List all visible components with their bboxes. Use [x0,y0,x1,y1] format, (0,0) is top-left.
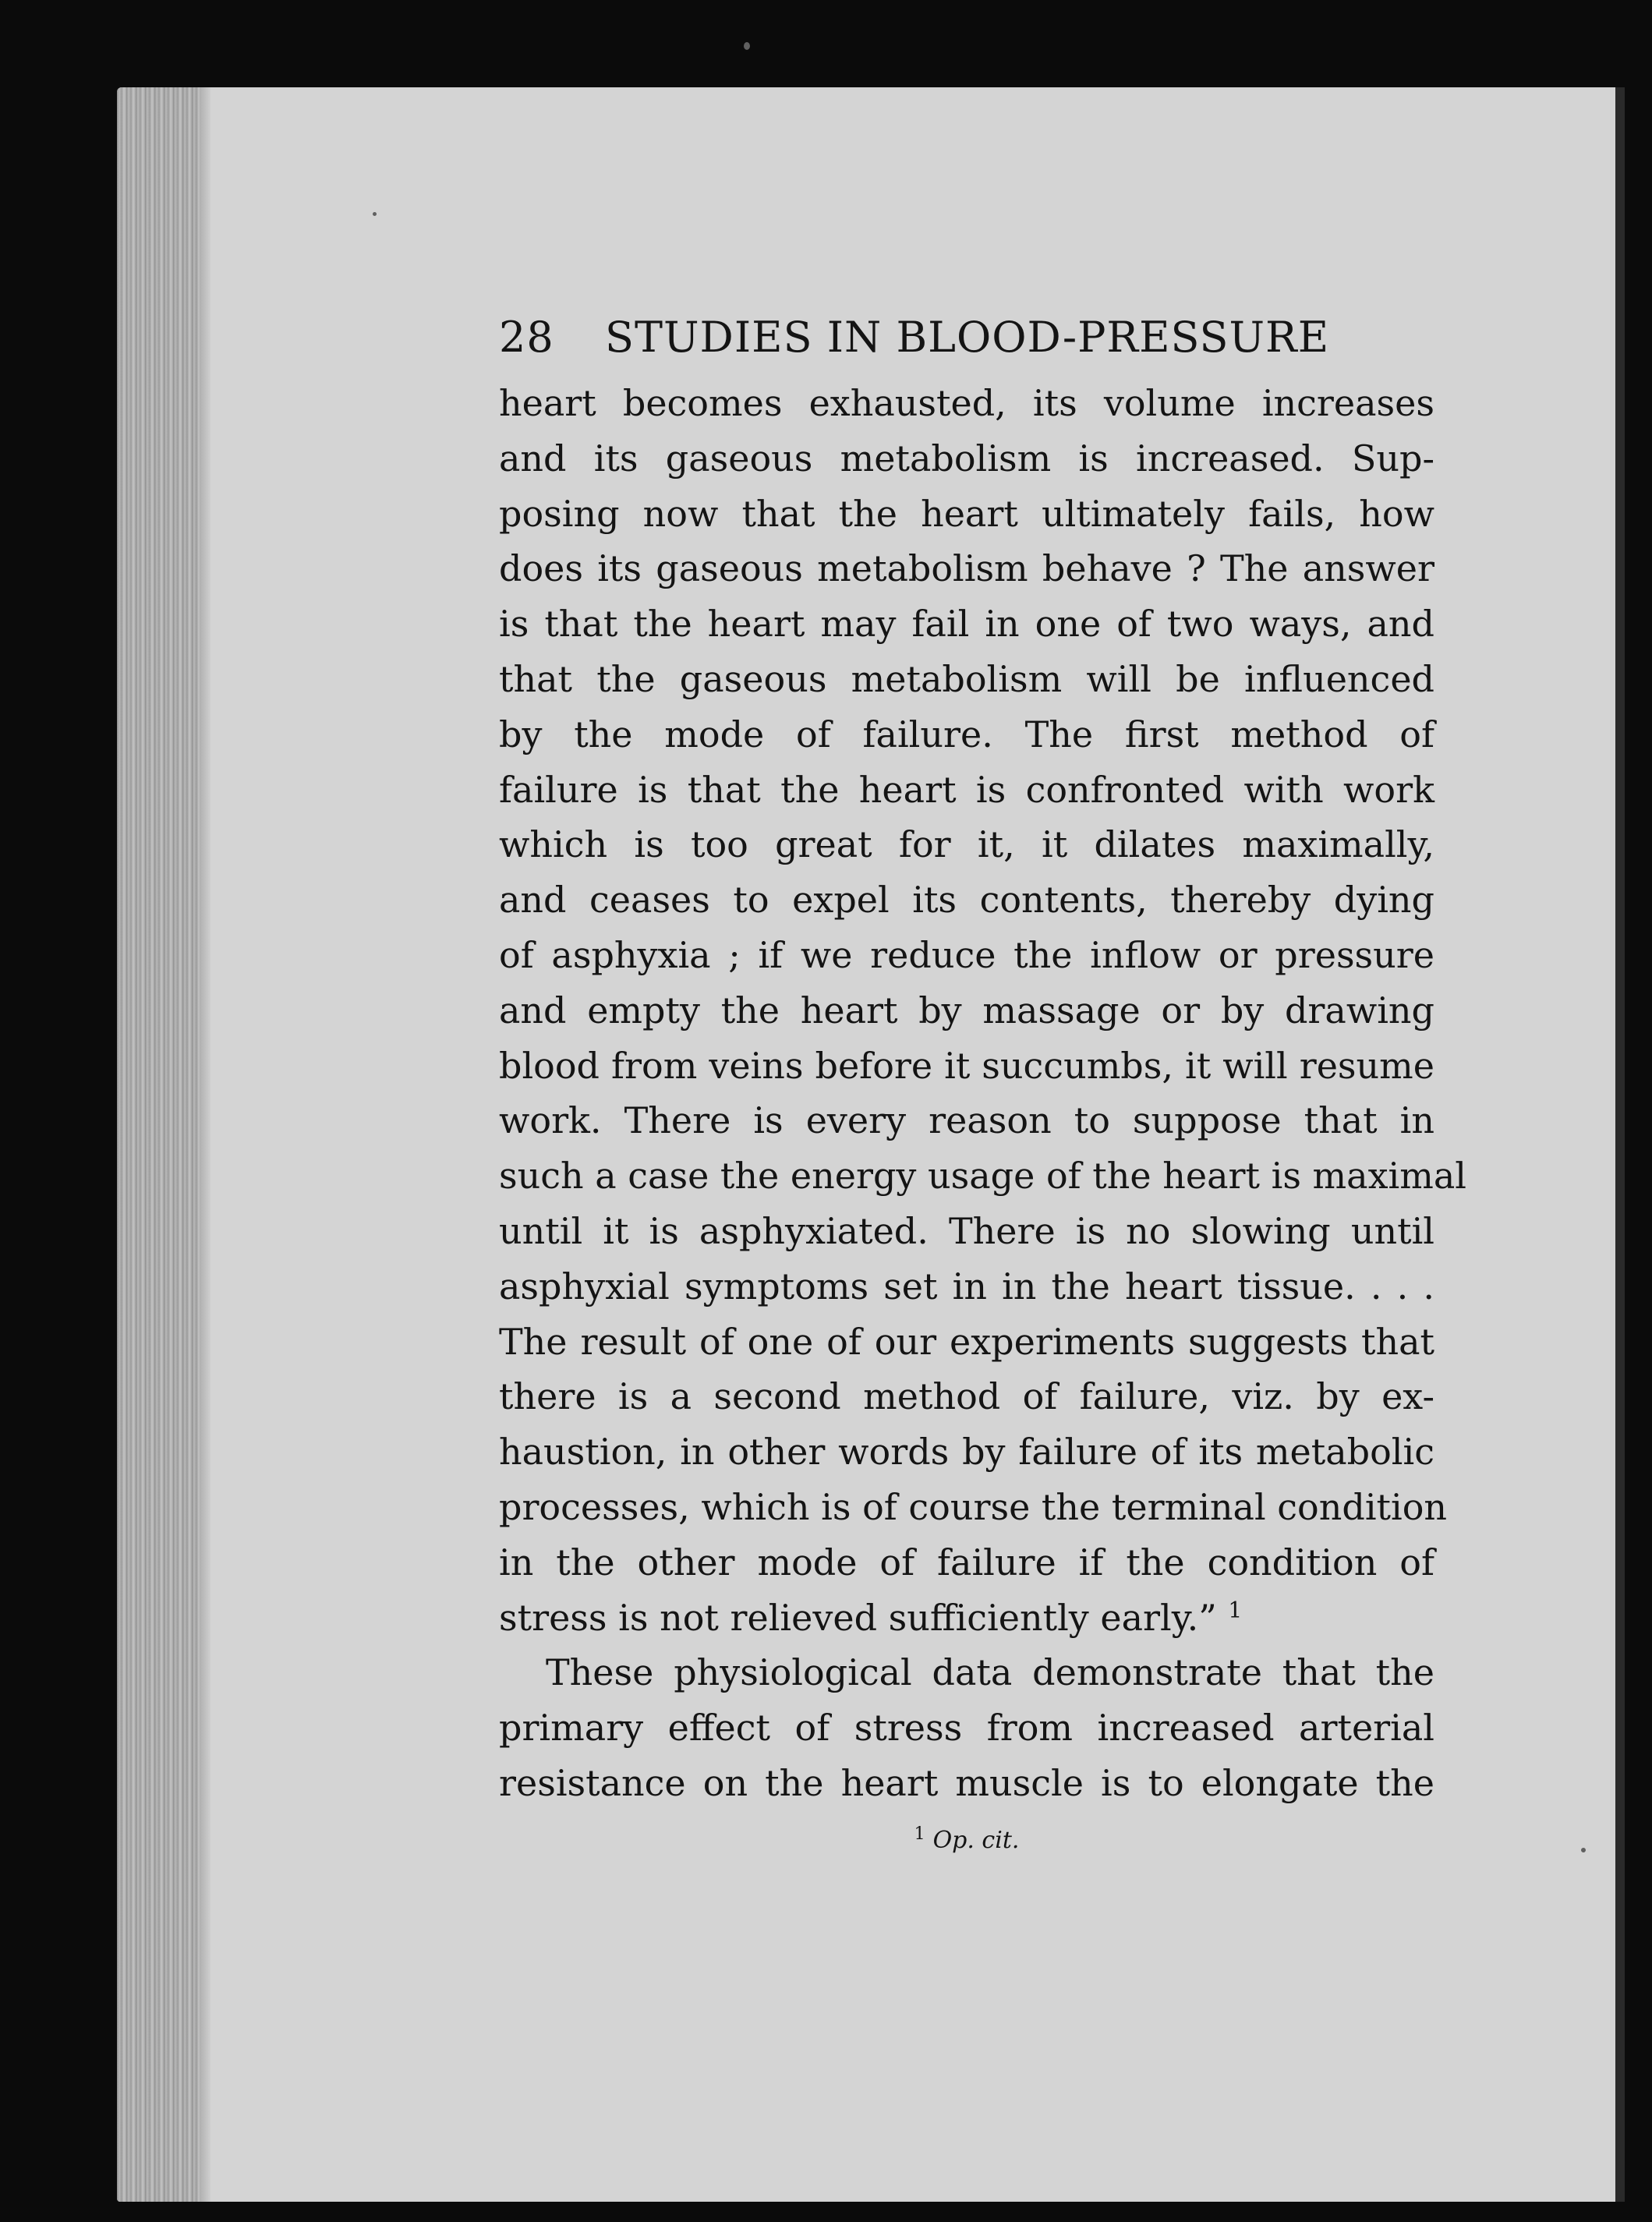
text-line: and its gaseous metabolism is increased. Sup- [499,437,1434,479]
footnote-text: Op. cit. [932,1826,1020,1854]
text-line: processes, which is of course the terminal condition [499,1485,1448,1528]
dust-speck [1581,1848,1586,1852]
text-line: failure is that the heart is confronted with work [499,768,1434,811]
cover-edge [1615,87,1625,2202]
paragraph-quote [499,376,1467,1645]
text-line: such a case the energy usage of the heart is maximal [499,1155,1467,1198]
text-line: The result of one of our experiments suggests that [499,1320,1434,1363]
dust-speck [744,42,750,50]
text-line: haustion, in other words by failure of its metabolic [499,1431,1434,1474]
paragraph-two [499,1645,1434,1810]
running-head [499,303,1434,373]
text-line: in the other mode of failure if the condition of [499,1541,1434,1583]
text-line: asphyxial symptoms set in in the heart tissue. . . . [499,1265,1434,1307]
text-line: that the gaseous metabolism will be influenced [499,657,1434,700]
text-line: until it is asphyxiated. There is no slowing until [499,1209,1434,1252]
text-line: resistance on the heart muscle is to elongate the [499,1761,1434,1804]
text-line: These physiological data demonstrate that the [546,1651,1434,1694]
footnote-marker: 1 [914,1824,925,1844]
text-line: blood from veins before it succumbs, it will resume [499,1044,1434,1087]
text-line: and empty the heart by massage or by drawing [499,989,1434,1031]
page-number: 28 [499,313,554,362]
dust-speck [373,212,377,216]
page-text [499,303,1467,1859]
text-line: work. There is every reason to suppose that in [499,1099,1434,1142]
text-line: there is a second method of failure, viz. by ex- [499,1375,1434,1418]
text-line: by the mode of failure. The first method of [499,713,1434,755]
footnote [499,1822,1434,1859]
text-line: of asphyxia ; if we reduce the inflow or pressure [499,933,1434,976]
text-line: does its gaseous metabolism behave ? The answer [499,547,1434,590]
page-edges-binding [117,87,210,2202]
text-line-last [499,1590,1434,1646]
text-line: which is too great for it, it dilates maximally, [499,823,1434,866]
text-line: is that the heart may fail in one of two ways, and [499,603,1434,646]
running-title: STUDIES IN BLOOD-PRESSURE [605,313,1330,362]
text-line: posing now that the heart ultimately fails, how [499,492,1434,535]
text-line: and ceases to expel its contents, thereby dying [499,879,1434,922]
footnote-reference: 1 [1228,1597,1243,1623]
text-line-content: stress is not relieved sufficiently early.” [499,1596,1217,1639]
text-line: primary effect of stress from increased arterial [499,1707,1434,1750]
text-line: heart becomes exhausted, its volume increases [499,382,1434,424]
